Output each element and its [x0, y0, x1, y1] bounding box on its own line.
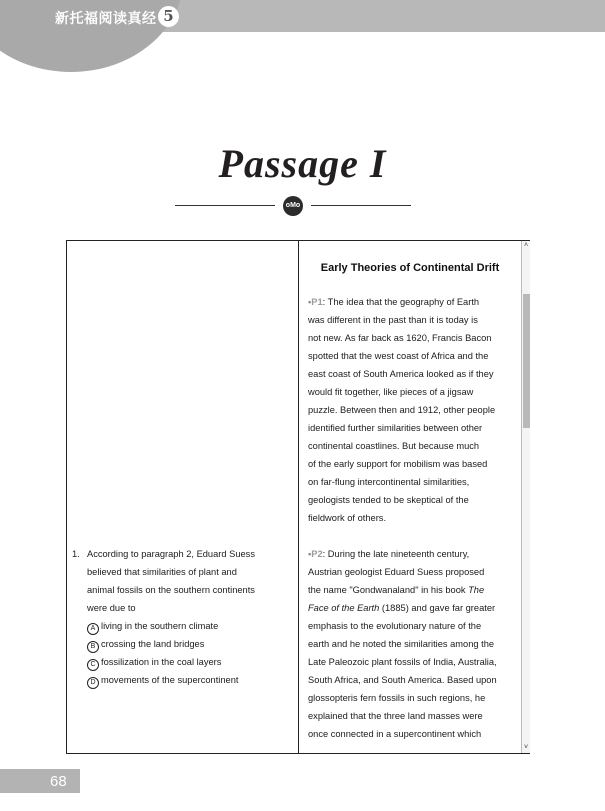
question-panel	[72, 545, 292, 689]
question-prompt-line: believed that similarities of plant and	[87, 567, 237, 577]
paragraph-line: east coast of South America looked as if they	[308, 369, 494, 379]
question-prompt-line: animal fossils on the southern continents	[87, 585, 255, 595]
paragraph-label: P2	[311, 549, 323, 559]
question-number: 1.	[72, 549, 80, 559]
answer-option-c[interactable]	[72, 653, 292, 671]
paragraph-line: Austrian geologist Eduard Suess proposed	[308, 567, 485, 577]
paragraph-line: South Africa, and South America. Based upon	[308, 675, 497, 685]
page-number: 68	[50, 773, 67, 790]
paragraph-line: glossopteris fern fossils in such regions, he	[308, 693, 486, 703]
option-text: crossing the land bridges	[101, 639, 205, 649]
passage-title: Passage I	[218, 141, 387, 186]
paragraph-line: Face of the Earth (1885) and gave far greater	[308, 603, 496, 613]
question-prompt-line: According to paragraph 2, Eduard Suess	[87, 549, 255, 559]
paragraph-line: not new. As far back as 1620, Francis Bacon	[308, 333, 492, 343]
title-rule-right	[311, 205, 411, 206]
paragraph-line: identified further similarities between other	[308, 423, 483, 433]
footer-page-tab	[0, 769, 80, 793]
paragraph-line: was different in the past than it is today is	[308, 315, 478, 325]
paragraph-line: on far-flung intercontinental similarities,	[308, 477, 470, 487]
paragraph-line: puzzle. Between then and 1912, other people	[308, 405, 496, 415]
paragraph-line: Late Paleozoic plant fossils of India, Australia,	[308, 657, 497, 667]
scroll-up-arrow-icon[interactable]: ˄	[523, 242, 529, 249]
paragraph-line: emphasis to the evolutionary nature of the	[308, 621, 482, 631]
option-letter-d: D	[87, 677, 99, 689]
paragraph-marker: •	[308, 549, 312, 559]
option-text: movements of the supercontinent	[101, 675, 239, 685]
question-prompt-line: were due to	[87, 603, 136, 613]
book-title: 新托福阅读真经	[55, 11, 157, 27]
article-scrollbar[interactable]	[521, 241, 530, 753]
title-rule-left	[175, 205, 275, 206]
paragraph-line: earth and he noted the similarities among the	[308, 639, 495, 649]
paragraph-line: of the early support for mobilism was based	[308, 459, 488, 469]
paragraph-text: : The idea that the geography of Earth	[322, 297, 480, 307]
paragraph-line	[300, 293, 516, 311]
answer-option-a[interactable]	[72, 617, 292, 635]
paragraph-line: once connected in a supercontinent which	[308, 729, 482, 739]
paragraph-1	[300, 293, 516, 527]
paragraph-line: fieldwork of others.	[308, 513, 387, 523]
paragraph-line: geologists tended to be skeptical of the	[308, 495, 469, 505]
answer-option-b[interactable]	[72, 635, 292, 653]
paragraph-marker: •	[308, 297, 312, 307]
panel-divider	[298, 240, 299, 754]
paragraph-text: : During the late nineteenth century,	[322, 549, 470, 559]
paragraph-line: would fit together, like pieces of a jigsaw	[308, 387, 474, 397]
article-title: Early Theories of Continental Drift	[320, 262, 500, 274]
book-number-badge: 5	[158, 6, 179, 27]
paragraph-label: P1	[311, 297, 323, 307]
scrollbar-thumb[interactable]	[523, 294, 530, 428]
logo-badge: oMo	[283, 196, 303, 216]
paragraph-line: continental coastlines. But because much	[308, 441, 480, 451]
option-text: living in the southern climate	[101, 621, 219, 631]
option-letter-b: B	[87, 641, 99, 653]
paragraph-line: spotted that the west coast of Africa and the	[308, 351, 489, 361]
option-letter-a: A	[87, 623, 99, 635]
paragraph-line: the name "Gondwanaland" in his book The	[308, 585, 485, 595]
scroll-down-arrow-icon[interactable]: ˅	[523, 744, 529, 751]
paragraph-line	[300, 545, 516, 563]
answer-option-d[interactable]	[72, 671, 292, 689]
option-text: fossilization in the coal layers	[101, 657, 222, 667]
option-letter-c: C	[87, 659, 99, 671]
paragraph-line: explained that the three land masses were	[308, 711, 483, 721]
paragraph-2	[300, 545, 516, 743]
